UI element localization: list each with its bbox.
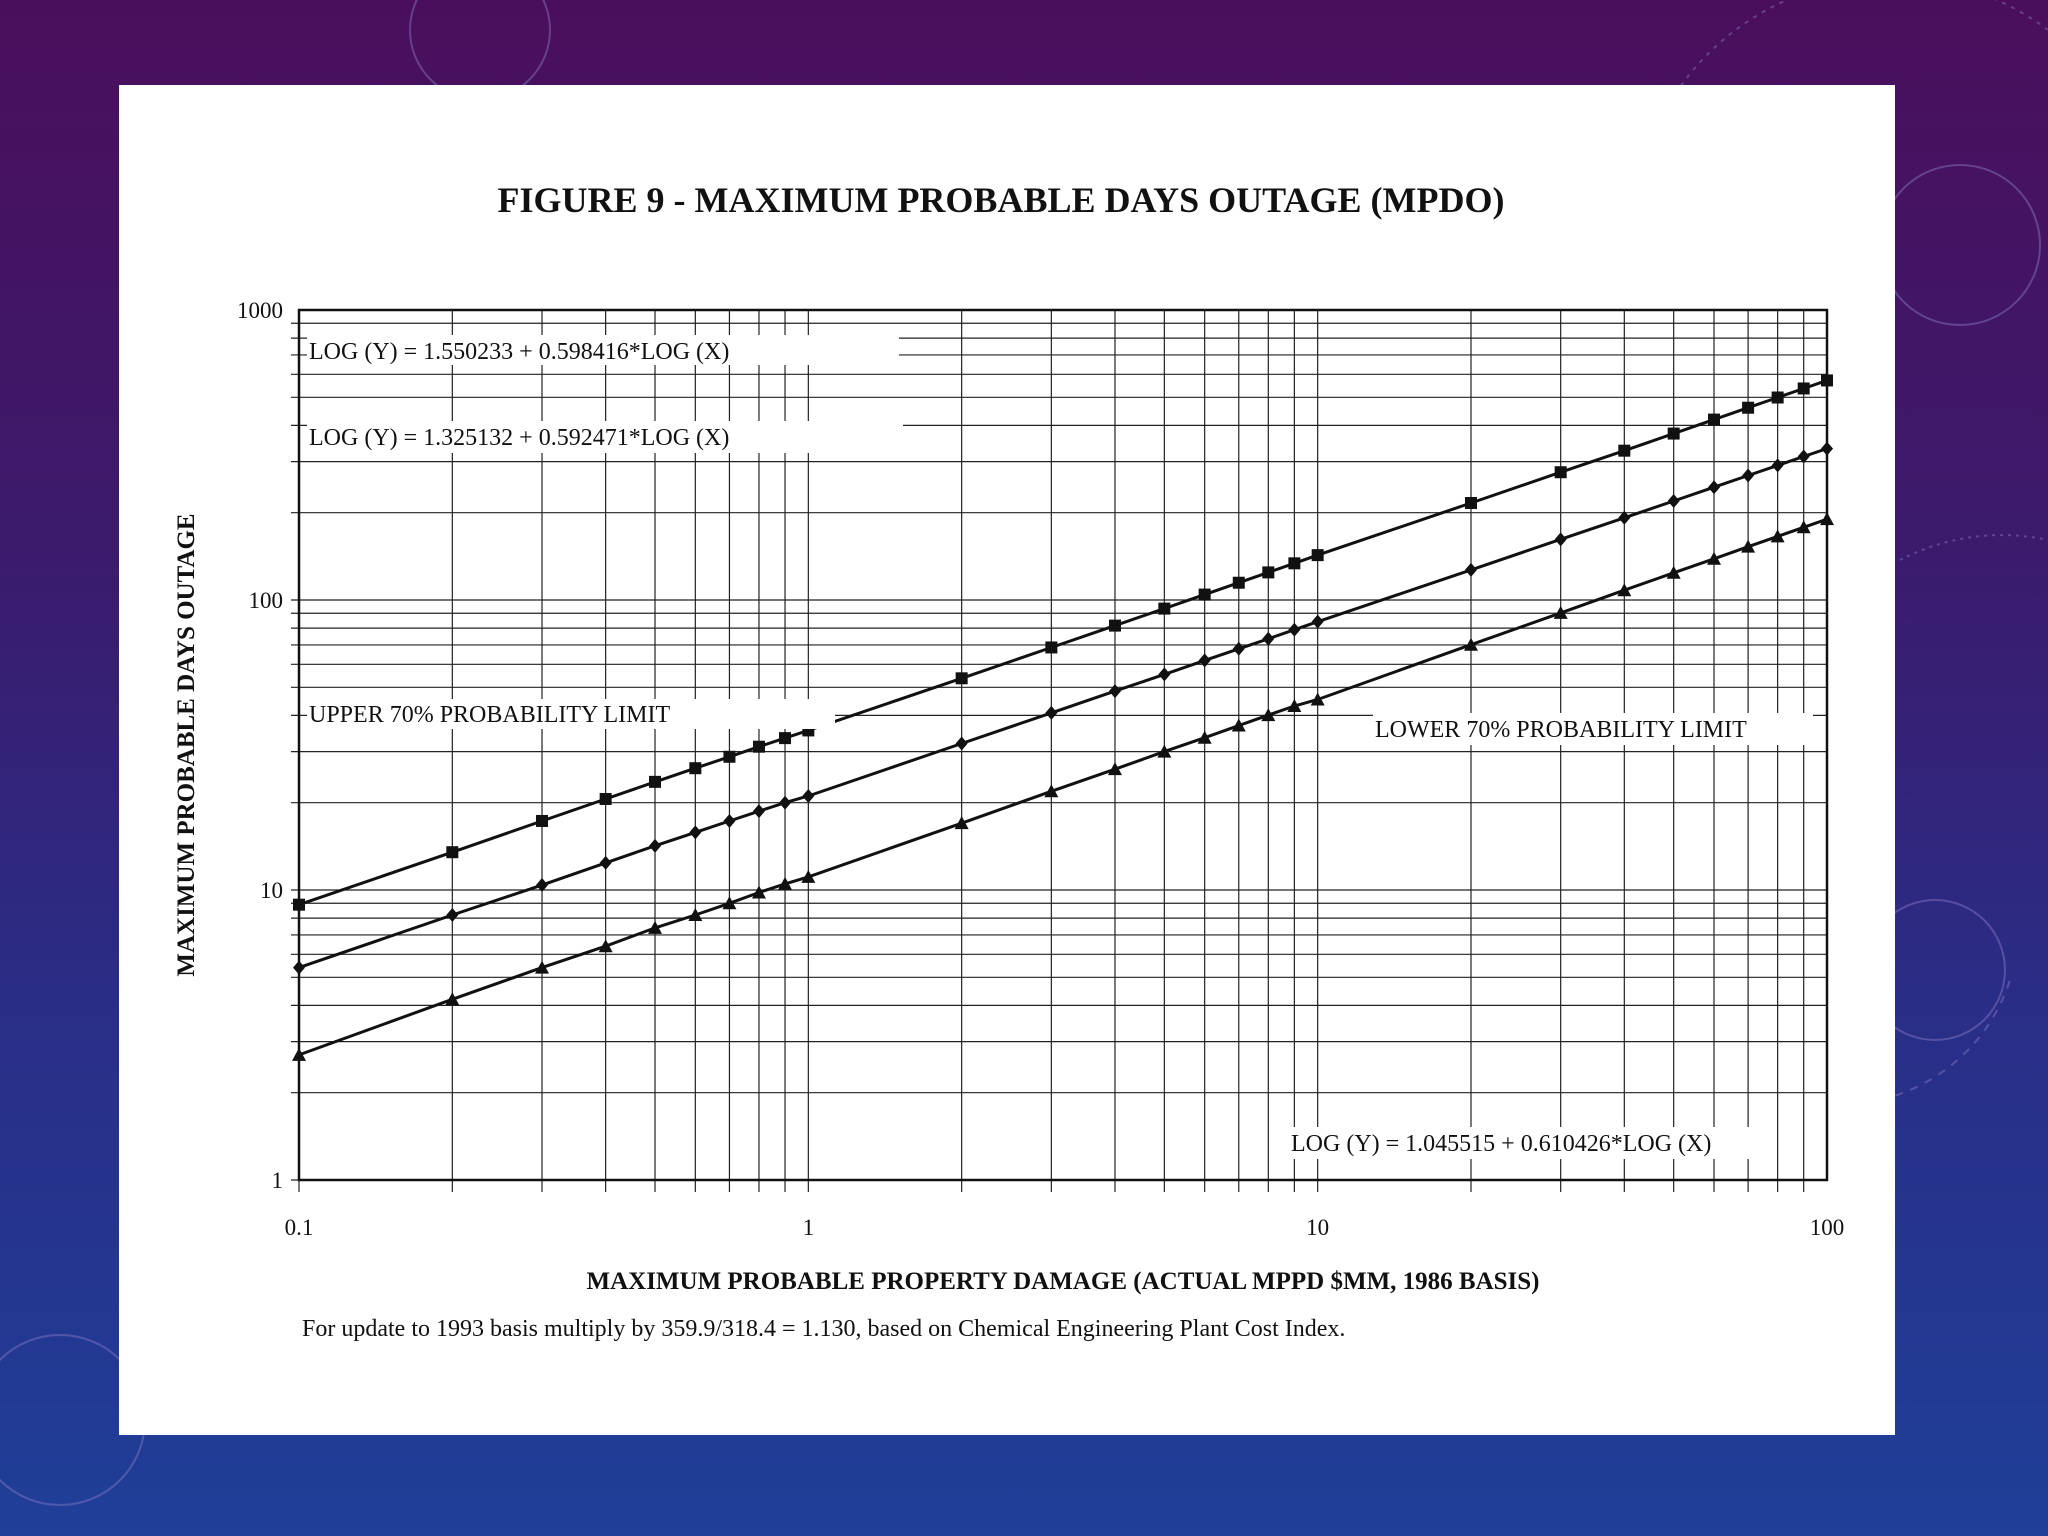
- upper-limit-text: UPPER 70% PROBABILITY LIMIT: [309, 702, 671, 728]
- deco-ring: [1880, 165, 2040, 325]
- data-point-diamond: [446, 908, 458, 922]
- footnote: For update to 1993 basis multiply by 359.9/318.4 = 1.130, based on Chemical Engineering Plant Cost Index.: [302, 1316, 1346, 1342]
- data-point-square: [723, 751, 735, 763]
- y-tick-label: 1000: [237, 298, 283, 323]
- chart: [119, 85, 1895, 1435]
- data-point-diamond: [1109, 684, 1121, 698]
- data-point-square: [446, 846, 458, 858]
- data-point-square: [1109, 620, 1121, 632]
- data-point-square: [956, 672, 968, 684]
- data-point-diamond: [1742, 469, 1754, 483]
- data-point-square: [753, 741, 765, 753]
- data-point-diamond: [689, 825, 701, 839]
- data-point-square: [649, 776, 661, 788]
- x-tick-label: 1: [802, 1215, 815, 1240]
- y-tick-label: 100: [248, 588, 283, 613]
- data-point-triangle: [1820, 512, 1834, 525]
- slide-card: [119, 85, 1895, 1435]
- y-tick-label: 10: [260, 878, 283, 903]
- data-point-diamond: [779, 796, 791, 810]
- data-point-square: [1772, 392, 1784, 404]
- x-axis-label: MAXIMUM PROBABLE PROPERTY DAMAGE (ACTUAL MPPD $MM, 1986 BASIS): [586, 1268, 1540, 1295]
- data-point-square: [1158, 603, 1170, 615]
- data-point-square: [689, 762, 701, 774]
- x-tick-label: 0.1: [284, 1215, 314, 1240]
- y-tick-label: 1: [271, 1168, 283, 1193]
- mid-equation: LOG (Y) = 1.325132 + 0.592471*LOG (X): [309, 425, 730, 451]
- data-point-diamond: [293, 961, 305, 975]
- upper-equation: LOG (Y) = 1.550233 + 0.598416*LOG (X): [309, 339, 730, 365]
- lower-limit-label: [1373, 713, 1813, 745]
- series-square: [293, 374, 1833, 910]
- data-point-square: [1798, 382, 1810, 394]
- data-point-diamond: [753, 804, 765, 818]
- lower-equation: LOG (Y) = 1.045515 + 0.610426*LOG (X): [1291, 1131, 1712, 1157]
- data-point-square: [1555, 466, 1567, 478]
- x-tick-label: 10: [1306, 1215, 1330, 1240]
- data-point-diamond: [1288, 623, 1300, 637]
- data-point-square: [1742, 402, 1754, 414]
- series-line: [299, 380, 1827, 904]
- data-point-square: [536, 815, 548, 827]
- mid-equation-label: [307, 421, 903, 453]
- lower-limit-text: LOWER 70% PROBABILITY LIMIT: [1375, 717, 1747, 743]
- data-point-diamond: [1045, 706, 1057, 720]
- upper-equation-label: [307, 335, 899, 365]
- data-point-square: [1821, 374, 1833, 386]
- data-point-diamond: [649, 839, 661, 853]
- data-point-diamond: [802, 789, 814, 803]
- data-point-square: [1045, 641, 1057, 653]
- data-point-diamond: [723, 814, 735, 828]
- data-point-diamond: [1465, 563, 1477, 577]
- deco-arc: [1900, 535, 2048, 560]
- data-point-square: [1465, 497, 1477, 509]
- data-point-diamond: [1158, 667, 1170, 681]
- data-point-diamond: [1555, 532, 1567, 546]
- y-axis-label: MAXIMUM PROBABLE DAYS OUTAGE: [173, 513, 200, 977]
- data-point-square: [293, 899, 305, 911]
- chart-title: FIGURE 9 - MAXIMUM PROBABLE DAYS OUTAGE (MPDO): [497, 180, 1505, 220]
- data-point-diamond: [1312, 615, 1324, 629]
- data-point-diamond: [1772, 458, 1784, 472]
- data-point-square: [1262, 566, 1274, 578]
- series-triangle: [292, 512, 1834, 1061]
- data-point-square: [1233, 577, 1245, 589]
- data-point-square: [1199, 589, 1211, 601]
- data-point-diamond: [1668, 494, 1680, 508]
- lower-equation-label: [1287, 1127, 1761, 1159]
- data-point-diamond: [600, 856, 612, 870]
- data-point-diamond: [1262, 632, 1274, 646]
- upper-limit-label: [307, 699, 835, 729]
- data-point-square: [779, 732, 791, 744]
- data-point-square: [600, 793, 612, 805]
- data-point-square: [1668, 428, 1680, 440]
- x-tick-label: 100: [1809, 1215, 1845, 1240]
- data-point-square: [1288, 557, 1300, 569]
- data-point-square: [1312, 549, 1324, 561]
- data-point-diamond: [956, 737, 968, 751]
- data-point-square: [1708, 414, 1720, 426]
- data-point-diamond: [1708, 480, 1720, 494]
- data-point-diamond: [1821, 442, 1833, 456]
- data-point-diamond: [1199, 653, 1211, 667]
- data-point-diamond: [1233, 642, 1245, 656]
- data-point-square: [1618, 445, 1630, 457]
